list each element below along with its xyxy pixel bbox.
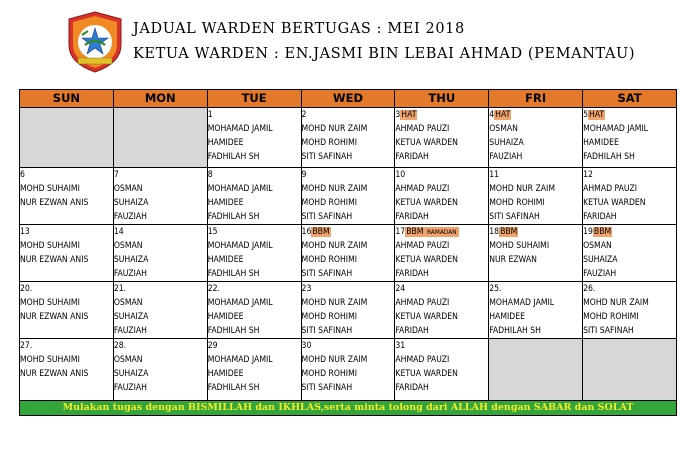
day-header-line xyxy=(395,225,488,239)
day-header-line xyxy=(208,108,301,122)
day-header-line xyxy=(583,108,676,122)
day-number: 30 xyxy=(301,341,312,351)
warden-name: SITI SAFINAH xyxy=(301,326,353,336)
warden-name: FAUZIAH xyxy=(113,212,147,222)
warden-name: MOHD NUR ZAIM xyxy=(301,184,368,194)
warden-name: SUHAIZA xyxy=(113,255,149,265)
warden-name: OSMAN xyxy=(489,124,518,134)
warden-name: FAUZIAH xyxy=(583,269,617,279)
warden-name: FARIDAH xyxy=(395,269,429,279)
day-number: 12 xyxy=(583,170,593,180)
event-tag-note: RAMADAN xyxy=(426,228,457,236)
warden-name: HAMIDEE xyxy=(207,255,244,265)
event-tag-label: BBM xyxy=(500,227,518,237)
event-tag xyxy=(499,227,518,237)
warden-name: KETUA WARDEN xyxy=(395,255,458,265)
calendar-empty-cell xyxy=(583,339,677,401)
warden-name: MOHAMAD JAMIL xyxy=(583,124,648,134)
calendar-day-cell xyxy=(395,339,489,401)
warden-name: MOHD ROHIMI xyxy=(301,369,358,379)
day-header-line xyxy=(395,339,488,353)
warden-name: KETUA WARDEN xyxy=(395,198,458,208)
page-title: JADUAL WARDEN BERTUGAS : MEI 2018 xyxy=(133,21,465,37)
event-tag xyxy=(400,110,417,120)
calendar-day-cell xyxy=(301,168,395,225)
warden-name: AHMAD PAUZI xyxy=(395,184,450,194)
day-header-line xyxy=(489,108,582,122)
warden-name: MOHD SUHAIMI xyxy=(20,184,80,194)
day-number: 27. xyxy=(20,341,33,351)
warden-name: MOHD NUR ZAIM xyxy=(301,241,368,251)
warden-name: MOHD ROHIMI xyxy=(489,198,545,208)
day-header-line xyxy=(489,282,582,296)
warden-name: FARIDAH xyxy=(395,383,429,393)
day-header-line xyxy=(302,108,395,122)
warden-name: SUHAIZA xyxy=(113,369,149,379)
warden-name: MOHD NUR ZAIM xyxy=(583,298,649,308)
warden-name: AHMAD PAUZI xyxy=(395,124,450,134)
day-number: 4 xyxy=(489,110,495,120)
day-header-line xyxy=(395,168,488,182)
calendar-day-cell xyxy=(395,282,489,339)
warden-name: FARIDAH xyxy=(395,152,429,162)
day-number: 2 xyxy=(301,110,307,120)
weekday-header: TUE xyxy=(207,90,301,108)
event-tag xyxy=(588,110,605,120)
event-tag-label: BBM xyxy=(406,227,424,237)
event-tag xyxy=(405,227,458,237)
warden-name: MOHD SUHAIMI xyxy=(20,355,80,365)
day-number: 28. xyxy=(113,341,127,351)
day-header-line xyxy=(583,225,676,239)
day-header-line xyxy=(114,225,207,239)
warden-name: OSMAN xyxy=(113,298,143,308)
event-tag-label: HAT xyxy=(495,110,511,120)
warden-name: MOHD SUHAIMI xyxy=(20,241,80,251)
event-tag xyxy=(494,110,511,120)
day-number: 24 xyxy=(395,284,406,294)
weekday-header: FRI xyxy=(489,90,583,108)
calendar-day-cell xyxy=(395,225,489,282)
calendar-day-cell xyxy=(113,282,207,339)
warden-name: FAUZIAH xyxy=(489,152,523,162)
day-header-line xyxy=(395,108,488,122)
calendar-day-cell xyxy=(301,225,395,282)
warden-name: MOHD SUHAIMI xyxy=(20,298,80,308)
warden-name: FARIDAH xyxy=(395,212,429,222)
day-header-line xyxy=(208,225,301,239)
event-tag-label: BBM xyxy=(312,227,330,237)
warden-name: MOHD SUHAIMI xyxy=(489,241,550,251)
warden-name: SUHAIZA xyxy=(489,138,524,148)
warden-name: HAMIDEE xyxy=(207,198,244,208)
day-header-line xyxy=(489,168,582,182)
weekday-header: SAT xyxy=(583,90,677,108)
warden-name: MOHD NUR ZAIM xyxy=(301,124,368,134)
calendar-day-cell xyxy=(583,282,677,339)
calendar-day-cell xyxy=(20,282,114,339)
warden-name: MOHAMAD JAMIL xyxy=(207,124,273,134)
weekday-header-row xyxy=(20,90,677,108)
calendar-week-row xyxy=(20,339,677,401)
warden-name: OSMAN xyxy=(113,184,143,194)
warden-name: AHMAD PAUZI xyxy=(395,355,450,365)
calendar-week-row xyxy=(20,225,677,282)
warden-name: FADHILAH SH xyxy=(583,152,635,162)
warden-name: FADHILAH SH xyxy=(207,212,260,222)
warden-name: SITI SAFINAH xyxy=(301,383,353,393)
weekday-header: MON xyxy=(113,90,207,108)
calendar-day-cell xyxy=(113,168,207,225)
day-number: 19 xyxy=(583,227,593,237)
day-header-line xyxy=(302,168,395,182)
school-crest-logo xyxy=(66,11,124,73)
warden-name: NUR EZWAN ANIS xyxy=(20,198,89,208)
footer-motto: Mulakan tugas dengan BISMILLAH dan IKHLAS,serta minta tolong dari ALLAH dengan SABAR dan SOLAT xyxy=(20,401,677,416)
day-header-line xyxy=(208,339,301,353)
calendar-week-row xyxy=(20,168,677,225)
warden-name: OSMAN xyxy=(113,355,143,365)
calendar-day-cell xyxy=(583,168,677,225)
day-header-line xyxy=(489,225,582,239)
calendar-day-cell xyxy=(207,282,301,339)
warden-name: KETUA WARDEN xyxy=(395,312,458,322)
page-subtitle: KETUA WARDEN : EN.JASMI BIN LEBAI AHMAD (PEMANTAU) xyxy=(133,46,636,62)
calendar-day-cell xyxy=(301,282,395,339)
warden-name: MOHD ROHIMI xyxy=(301,138,358,148)
warden-name: FARIDAH xyxy=(583,212,617,222)
day-number: 11 xyxy=(489,170,500,180)
warden-name: SITI SAFINAH xyxy=(301,212,353,222)
day-header-line xyxy=(114,282,207,296)
warden-name: MOHAMAD JAMIL xyxy=(489,298,555,308)
calendar-day-cell xyxy=(207,168,301,225)
day-header-line xyxy=(114,168,207,182)
warden-name: MOHD ROHIMI xyxy=(301,198,358,208)
warden-name: MOHD NUR ZAIM xyxy=(489,184,556,194)
day-number: 5 xyxy=(583,110,588,120)
day-number: 21. xyxy=(113,284,127,294)
warden-name: NUR EZWAN ANIS xyxy=(20,369,89,379)
warden-name: MOHAMAD JAMIL xyxy=(207,241,273,251)
calendar-day-cell xyxy=(301,339,395,401)
warden-name: FAUZIAH xyxy=(113,383,147,393)
day-number: 18 xyxy=(489,227,500,237)
event-tag xyxy=(593,227,612,237)
duty-calendar-table xyxy=(19,89,677,416)
warden-name: NUR EZWAN ANIS xyxy=(20,312,89,322)
event-tag xyxy=(311,227,330,237)
warden-name: AHMAD PAUZI xyxy=(395,298,450,308)
day-header-line xyxy=(302,282,395,296)
warden-name: OSMAN xyxy=(583,241,612,251)
warden-name: FADHILAH SH xyxy=(207,383,260,393)
warden-name: MOHD ROHIMI xyxy=(301,255,358,265)
day-number: 3 xyxy=(395,110,401,120)
day-header-line xyxy=(20,225,113,239)
calendar-day-cell xyxy=(207,108,301,168)
day-number: 25. xyxy=(489,284,502,294)
warden-name: KETUA WARDEN xyxy=(395,138,458,148)
day-number: 31 xyxy=(395,341,406,351)
day-header-line xyxy=(114,339,207,353)
calendar-day-cell xyxy=(395,168,489,225)
warden-name: SITI SAFINAH xyxy=(301,269,353,279)
day-number: 22. xyxy=(207,284,220,294)
warden-name: MOHD NUR ZAIM xyxy=(301,355,368,365)
day-number: 9 xyxy=(301,170,307,180)
warden-name: FADHILAH SH xyxy=(207,269,260,279)
day-number: 13 xyxy=(20,227,30,237)
weekday-header: THU xyxy=(395,90,489,108)
event-tag-label: BBM xyxy=(593,227,612,237)
warden-name: SUHAIZA xyxy=(113,198,149,208)
day-header-line xyxy=(583,282,676,296)
warden-name: MOHAMAD JAMIL xyxy=(207,355,273,365)
calendar-empty-cell xyxy=(113,108,207,168)
warden-name: KETUA WARDEN xyxy=(583,198,646,208)
event-tag-label: HAT xyxy=(588,110,605,120)
warden-name: MOHD ROHIMI xyxy=(583,312,639,322)
weekday-header: SUN xyxy=(20,90,114,108)
calendar-day-cell xyxy=(20,168,114,225)
day-header-line xyxy=(20,339,113,353)
day-number: 29 xyxy=(207,341,218,351)
calendar-day-cell xyxy=(489,108,583,168)
calendar-day-cell xyxy=(207,339,301,401)
calendar-day-cell xyxy=(489,168,583,225)
warden-name: NUR EZWAN ANIS xyxy=(20,255,89,265)
day-number: 14 xyxy=(113,227,124,237)
day-header-line xyxy=(208,168,301,182)
day-number: 26. xyxy=(583,284,596,294)
event-tag-label: HAT xyxy=(401,110,417,120)
day-number: 8 xyxy=(207,170,213,180)
warden-name: SITI SAFINAH xyxy=(489,212,540,222)
calendar-day-cell xyxy=(20,339,114,401)
warden-name: SUHAIZA xyxy=(113,312,149,322)
day-header-line xyxy=(302,339,395,353)
day-number: 20. xyxy=(20,284,33,294)
warden-name: FAUZIAH xyxy=(113,326,147,336)
day-header-line xyxy=(20,168,113,182)
warden-name: SITI SAFINAH xyxy=(583,326,634,336)
warden-name: HAMIDEE xyxy=(207,312,244,322)
day-number: 15 xyxy=(207,227,218,237)
calendar-day-cell xyxy=(207,225,301,282)
warden-name: MOHD ROHIMI xyxy=(301,312,358,322)
calendar-day-cell xyxy=(113,339,207,401)
calendar-day-cell xyxy=(395,108,489,168)
calendar-empty-cell xyxy=(20,108,114,168)
day-header-line xyxy=(208,282,301,296)
day-number: 10 xyxy=(395,170,406,180)
warden-name: HAMIDEE xyxy=(207,138,244,148)
weekday-header: WED xyxy=(301,90,395,108)
calendar-day-cell xyxy=(489,225,583,282)
day-header-line xyxy=(395,282,488,296)
day-header-line xyxy=(302,225,395,239)
calendar-empty-cell xyxy=(489,339,583,401)
warden-name: AHMAD PAUZI xyxy=(583,184,638,194)
calendar-day-cell xyxy=(20,225,114,282)
calendar-week-row xyxy=(20,108,677,168)
warden-name: HAMIDEE xyxy=(207,369,244,379)
day-number: 17 xyxy=(395,227,406,237)
warden-name: KETUA WARDEN xyxy=(395,369,458,379)
day-number: 6 xyxy=(20,170,25,180)
warden-name: SITI SAFINAH xyxy=(301,152,353,162)
day-number: 7 xyxy=(113,170,119,180)
calendar-day-cell xyxy=(583,225,677,282)
warden-name: FARIDAH xyxy=(395,326,429,336)
warden-name: FAUZIAH xyxy=(113,269,147,279)
warden-name: MOHAMAD JAMIL xyxy=(207,184,273,194)
warden-name: HAMIDEE xyxy=(583,138,619,148)
warden-name: SUHAIZA xyxy=(583,255,618,265)
calendar-day-cell xyxy=(113,225,207,282)
calendar-day-cell xyxy=(489,282,583,339)
day-number: 16 xyxy=(301,227,312,237)
day-number: 1 xyxy=(207,110,213,120)
calendar-day-cell xyxy=(583,108,677,168)
warden-name: MOHAMAD JAMIL xyxy=(207,298,273,308)
warden-name: FADHILAH SH xyxy=(489,326,541,336)
warden-name: OSMAN xyxy=(113,241,143,251)
day-header-line xyxy=(583,168,676,182)
warden-name: FADHILAH SH xyxy=(207,326,260,336)
day-number: 23 xyxy=(301,284,312,294)
calendar-day-cell xyxy=(301,108,395,168)
warden-name: AHMAD PAUZI xyxy=(395,241,450,251)
warden-name: NUR EZWAN xyxy=(489,255,537,265)
calendar-week-row xyxy=(20,282,677,339)
warden-name: HAMIDEE xyxy=(489,312,525,322)
warden-name: MOHD NUR ZAIM xyxy=(301,298,368,308)
day-header-line xyxy=(20,282,113,296)
warden-name: FADHILAH SH xyxy=(207,152,260,162)
